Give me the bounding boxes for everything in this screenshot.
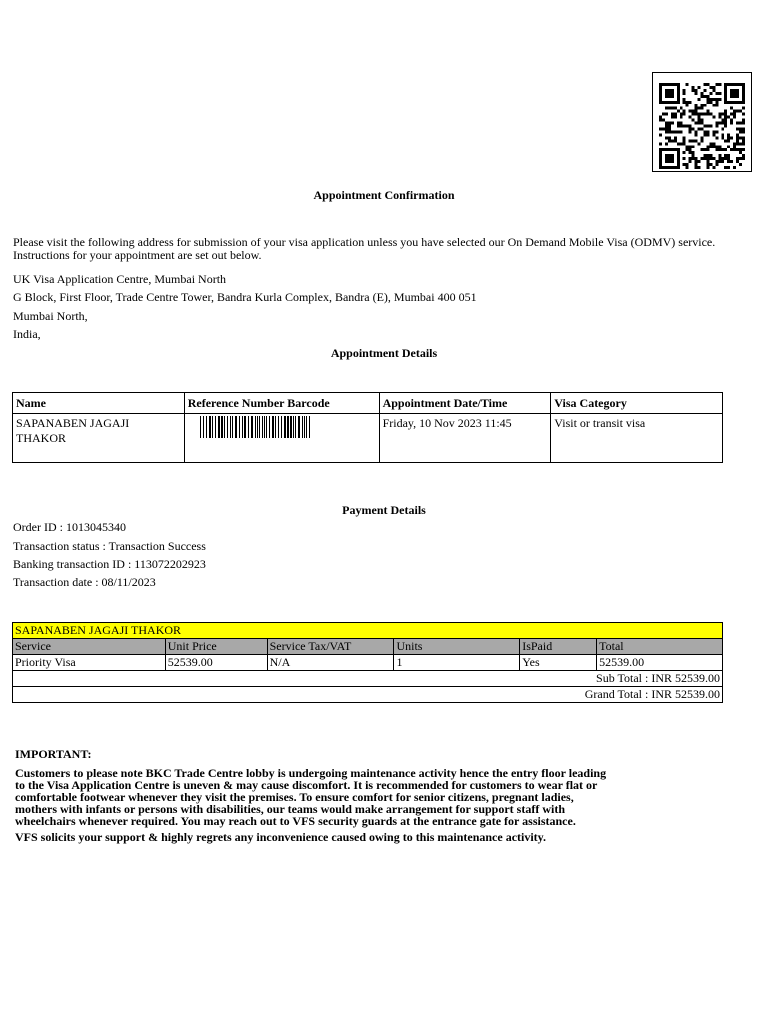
payment-applicant-row — [13, 623, 723, 639]
payment-details-title: Payment Details — [342, 503, 426, 517]
unit-price-value: 52539.00 — [165, 655, 267, 671]
transaction-date: Transaction date : 08/11/2023 — [13, 575, 156, 589]
important-heading: IMPORTANT: — [15, 747, 92, 761]
barcode-header: Reference Number Barcode — [184, 393, 379, 414]
barcode-icon — [200, 416, 312, 438]
qr-code-icon — [652, 72, 752, 172]
address-line-2: G Block, First Floor, Trade Centre Tower, Bandra Kurla Complex, Bandra (E), Mumbai 400 051 — [13, 290, 477, 304]
datetime-header: Appointment Date/Time — [379, 393, 551, 414]
is-paid-header: IsPaid — [520, 639, 597, 655]
payment-applicant-name: SAPANABEN JAGAJI THAKOR — [13, 623, 723, 639]
order-id: Order ID : 1013045340 — [13, 520, 126, 534]
payment-table — [12, 622, 723, 703]
payment-header-row — [13, 639, 723, 655]
appointment-details-title: Appointment Details — [330, 346, 438, 360]
unit-price-header: Unit Price — [165, 639, 267, 655]
total-header: Total — [597, 639, 723, 655]
grand-total-row — [13, 687, 723, 703]
qr-code-graphic — [659, 83, 745, 169]
service-header: Service — [13, 639, 166, 655]
visa-category: Visit or transit visa — [551, 414, 723, 463]
appointment-row — [13, 414, 723, 463]
appointment-table — [12, 392, 723, 463]
address-line-1: UK Visa Application Centre, Mumbai North — [13, 272, 227, 286]
sub-total-row — [13, 671, 723, 687]
banking-transaction-id: Banking transaction ID : 113072202923 — [13, 557, 206, 571]
name-header: Name — [13, 393, 185, 414]
page-title: Appointment Confirmation — [313, 188, 455, 202]
units-value: 1 — [394, 655, 520, 671]
total-value: 52539.00 — [597, 655, 723, 671]
tax-header: Service Tax/VAT — [267, 639, 394, 655]
intro-text: Please visit the following address for submission of your visa application unless you have selected our On Demand Mobile Visa (ODMV) service. Instructions for your appointment are set out below. — [13, 235, 716, 262]
visa-category-header: Visa Category — [551, 393, 723, 414]
important-paragraph-1: Customers to please note BKC Trade Centre lobby is undergoing maintenance activity hence the entry floor leading to the Visa Application Centre is uneven & may cause discomfort. It is recommended for customers to wear flat or comfortable footwear whenever they visit the premises. To ensure comfort for senior citizens, pregnant ladies, mothers with infants or persons with disabilities, our teams would make arrangement for support staff with wheelchairs whenever required. You may reach out to VFS security guards at the entrance gate for assistance. — [15, 766, 607, 828]
important-paragraph-2: VFS solicits your support & highly regrets any inconvenience caused owing to this maintenance activity. — [15, 830, 547, 844]
tax-value: N/A — [267, 655, 394, 671]
address-line-3: Mumbai North, — [13, 309, 88, 323]
important-notice — [15, 748, 615, 843]
grand-total: Grand Total : INR 52539.00 — [13, 687, 723, 703]
transaction-status: Transaction status : Transaction Success — [13, 539, 206, 553]
sub-total: Sub Total : INR 52539.00 — [13, 671, 723, 687]
address-line-4: India, — [13, 327, 41, 341]
units-header: Units — [394, 639, 520, 655]
is-paid-value: Yes — [520, 655, 597, 671]
applicant-name: SAPANABEN JAGAJI THAKOR — [13, 414, 185, 463]
appointment-datetime: Friday, 10 Nov 2023 11:45 — [379, 414, 551, 463]
service-value: Priority Visa — [13, 655, 166, 671]
appointment-header-row — [13, 393, 723, 414]
barcode-cell — [184, 414, 379, 463]
payment-row — [13, 655, 723, 671]
